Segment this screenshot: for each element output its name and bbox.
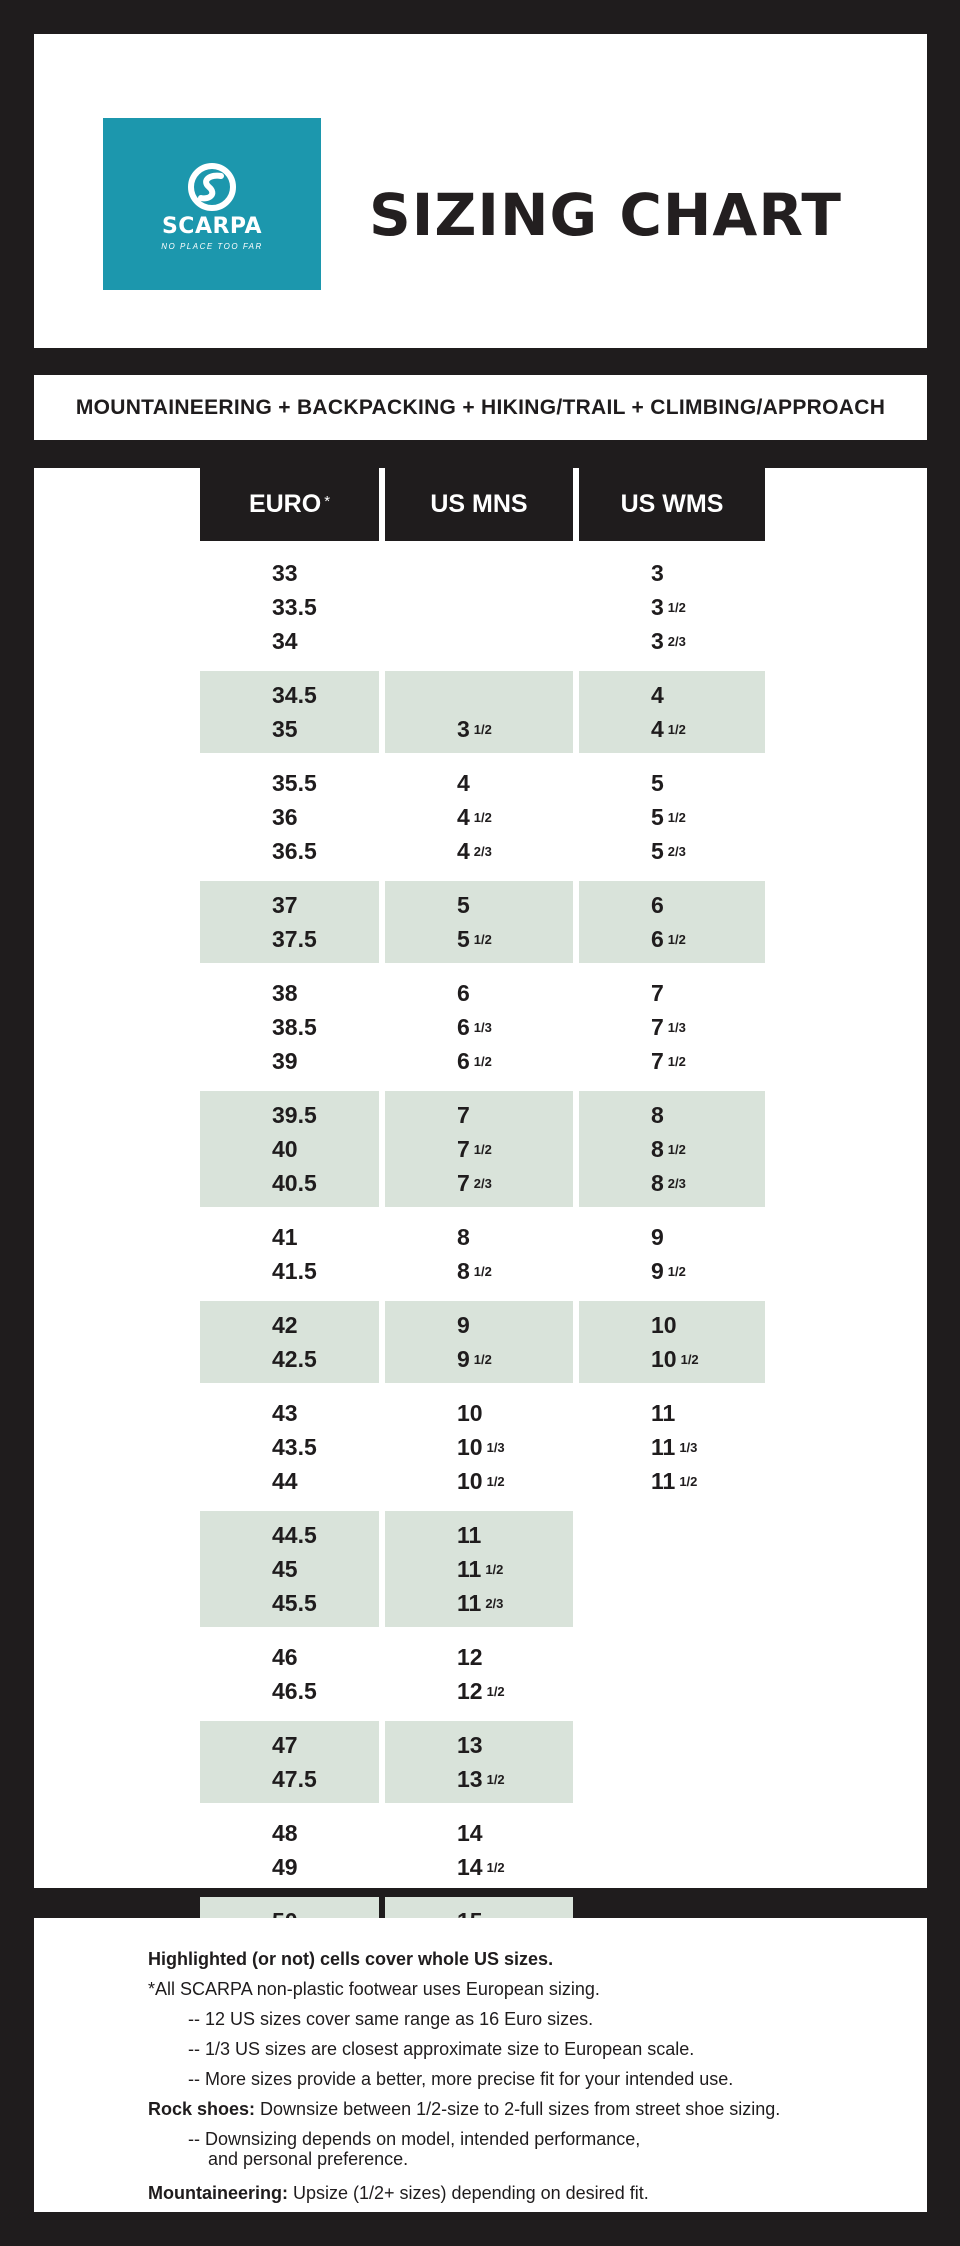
cell-euro [200,1091,379,1207]
wms-size-value [651,624,765,658]
cell-euro [200,759,379,875]
subtitle-panel [34,375,927,440]
wms-size-value [651,1098,765,1132]
mns-whole-size: 11 [457,1590,482,1616]
euro-size-value: 44.5 [272,1522,317,1548]
cell-wms [579,1511,765,1627]
cell-wms [579,1721,765,1803]
mns-whole-size: 13 [457,1732,483,1758]
euro-size-value: 41 [272,1224,298,1250]
cell-mns [385,1511,573,1627]
wms-size-value [651,834,765,868]
mns-size-value [457,1254,573,1288]
mns-size-value [457,1674,573,1708]
header-euro [200,468,379,541]
euro-size-value: 46 [272,1644,298,1670]
mns-whole-size: 4 [457,838,470,864]
wms-size-value [651,766,765,800]
cell-mns [385,1301,573,1383]
euro-size-value: 39.5 [272,1102,317,1128]
mns-fraction: 1/2 [473,1352,492,1367]
mns-whole-size: 11 [457,1522,482,1548]
euro-size-value: 34.5 [272,682,317,708]
mns-size-value [457,1518,573,1552]
mns-size-value [457,1098,573,1132]
mns-fraction: 1/3 [486,1440,505,1455]
cell-wms [579,1809,765,1891]
wms-whole-size: 8 [651,1102,664,1128]
wms-fraction: 1/2 [679,1474,698,1489]
mns-whole-size: 6 [457,1048,470,1074]
header-panel [34,34,927,348]
wms-size-value [651,1464,765,1498]
wms-whole-size: 6 [651,926,664,952]
mns-fraction: 1/2 [473,1054,492,1069]
wms-whole-size: 11 [651,1400,676,1426]
cell-wms [579,671,765,753]
cell-wms [579,1301,765,1383]
mns-whole-size: 9 [457,1346,470,1372]
wms-fraction: 1/3 [667,1020,686,1035]
wms-fraction: 1/2 [667,600,686,615]
cell-wms [579,1091,765,1207]
cell-mns [385,759,573,875]
wms-whole-size: 5 [651,804,664,830]
mns-size-value [457,1728,573,1762]
wms-fraction: 1/2 [667,1054,686,1069]
wms-fraction: 1/2 [667,722,686,737]
mns-size-value [457,1132,573,1166]
wms-size-value [651,678,765,712]
wms-fraction: 1/2 [667,1264,686,1279]
wms-fraction: 1/2 [667,810,686,825]
euro-size-value: 49 [272,1854,298,1880]
mns-whole-size: 4 [457,770,470,796]
wms-whole-size: 10 [651,1346,677,1372]
note-euro: *All SCARPA non-plastic footwear uses European sizing. [148,1979,600,1999]
header-us-wms [579,468,765,541]
cell-euro [200,1721,379,1803]
mns-size-value [457,1816,573,1850]
wms-whole-size: 6 [651,892,664,918]
wms-fraction: 2/3 [667,844,686,859]
wms-whole-size: 4 [651,682,664,708]
euro-size-value: 44 [272,1468,298,1494]
mns-whole-size: 12 [457,1678,483,1704]
mns-whole-size: 7 [457,1170,470,1196]
cell-euro [200,1301,379,1383]
cell-euro [200,1809,379,1891]
mns-fraction: 1/2 [473,1264,492,1279]
mns-fraction: 1/2 [486,1684,505,1699]
mns-size-value [457,976,573,1010]
wms-whole-size: 7 [651,1014,664,1040]
cell-wms [579,759,765,875]
mns-fraction: 1/2 [473,932,492,947]
wms-whole-size: 9 [651,1224,664,1250]
euro-size-value: 46.5 [272,1678,317,1704]
cell-mns [385,671,573,753]
mns-size-value [457,766,573,800]
mns-size-value [457,1308,573,1342]
wms-size-value [651,556,765,590]
note-mountaineering: Mountaineering: Upsize (1/2+ sizes) depending on desired fit. [148,2183,649,2203]
mns-size-value [457,888,573,922]
wms-size-value [651,712,765,746]
euro-size-value: 33 [272,560,298,586]
wms-whole-size: 3 [651,628,664,654]
mns-size-value [457,1586,573,1620]
wms-whole-size: 11 [651,1434,676,1460]
note-highlighted: Highlighted (or not) cells cover whole US sizes. [148,1949,554,1969]
mns-size-value [457,1342,573,1376]
mns-whole-size: 8 [457,1224,470,1250]
cell-mns [385,1091,573,1207]
mns-whole-size: 14 [457,1820,483,1846]
mns-whole-size: 3 [457,716,470,742]
wms-whole-size: 8 [651,1170,664,1196]
mns-size-value [457,800,573,834]
mns-fraction: 1/2 [485,1562,504,1577]
wms-whole-size: 7 [651,1048,664,1074]
cell-euro [200,1213,379,1295]
euro-size-value: 40 [272,1136,298,1162]
cell-wms [579,549,765,665]
mns-fraction: 1/3 [473,1020,492,1035]
wms-size-value [651,1396,765,1430]
euro-size-value: 47.5 [272,1766,317,1792]
euro-size-value: 40.5 [272,1170,317,1196]
euro-size-value: 43.5 [272,1434,317,1460]
mns-whole-size: 10 [457,1400,483,1426]
wms-whole-size: 5 [651,838,664,864]
note-rock-sub-1: -- Downsizing depends on model, intended performance, [188,2129,641,2149]
euro-size-value: 37 [272,892,298,918]
euro-size-value: 43 [272,1400,298,1426]
note-sub-2: -- 1/3 US sizes are closest approximate size to European scale. [188,2039,695,2059]
mns-fraction: 1/2 [473,1142,492,1157]
note-rock-sub-2: and personal preference. [208,2149,409,2169]
cell-mns [385,1389,573,1505]
mns-fraction: 2/3 [473,1176,492,1191]
note-rock-shoes: Rock shoes: Downsize between 1/2-size to 2-full sizes from street shoe sizing. [148,2099,781,2119]
wms-fraction: 2/3 [667,1176,686,1191]
wms-fraction: 1/3 [679,1440,698,1455]
wms-whole-size: 10 [651,1312,677,1338]
wms-fraction: 1/2 [667,1142,686,1157]
mns-whole-size: 11 [457,1556,482,1582]
mns-whole-size: 9 [457,1312,470,1338]
mns-whole-size: 4 [457,804,470,830]
wms-size-value [651,922,765,956]
mns-fraction: 1/2 [486,1772,505,1787]
euro-size-value: 36.5 [272,838,317,864]
wms-size-value [651,1166,765,1200]
euro-size-value: 39 [272,1048,298,1074]
mns-size-value [457,1640,573,1674]
mns-size-value [457,1010,573,1044]
cell-mns [385,1213,573,1295]
wms-size-value [651,800,765,834]
mns-size-value [457,1220,573,1254]
note-sub-3: -- More sizes provide a better, more precise fit for your intended use. [188,2069,734,2089]
mns-size-value [457,1044,573,1078]
mns-whole-size: 7 [457,1102,470,1128]
scarpa-s-icon [187,162,237,212]
wms-size-value [651,590,765,624]
header-euro-asterisk: * [324,493,331,510]
mns-size-value [457,1850,573,1884]
euro-size-value: 45 [272,1556,298,1582]
euro-size-value: 42.5 [272,1346,317,1372]
euro-size-value: 33.5 [272,594,317,620]
wms-whole-size: 4 [651,716,664,742]
wms-fraction: 1/2 [667,932,686,947]
euro-size-value: 38.5 [272,1014,317,1040]
mns-fraction: 2/3 [485,1596,504,1611]
euro-size-value: 42 [272,1312,298,1338]
euro-size-value: 38 [272,980,298,1006]
euro-size-value: 35.5 [272,770,317,796]
sizing-table [34,468,927,1888]
mns-fraction: 1/2 [486,1474,505,1489]
cell-mns [385,1633,573,1715]
wms-whole-size: 8 [651,1136,664,1162]
mns-whole-size: 10 [457,1434,483,1460]
wms-size-value [651,1254,765,1288]
mns-size-value [457,1552,573,1586]
wms-size-value [651,1308,765,1342]
mns-whole-size: 14 [457,1854,483,1880]
wms-whole-size: 7 [651,980,664,1006]
euro-size-value: 45.5 [272,1590,317,1616]
mns-whole-size: 6 [457,1014,470,1040]
mns-whole-size: 6 [457,980,470,1006]
mns-whole-size: 5 [457,892,470,918]
mns-size-value [457,922,573,956]
euro-size-value: 47 [272,1732,298,1758]
wms-size-value [651,1132,765,1166]
activity-subtitle: MOUNTAINEERING + BACKPACKING + HIKING/TRAIL + CLIMBING/APPROACH [75,395,886,419]
logo-tagline: NO PLACE TOO FAR [161,242,263,251]
mns-size-value [457,1430,573,1464]
cell-euro [200,881,379,963]
cell-euro [200,1511,379,1627]
wms-size-value [651,1430,765,1464]
mns-whole-size: 8 [457,1258,470,1284]
mns-size-value [457,834,573,868]
mns-fraction: 1/2 [473,810,492,825]
wms-size-value [651,1342,765,1376]
cell-mns [385,969,573,1085]
euro-size-value: 41.5 [272,1258,317,1284]
logo-brand: SCARPA [161,214,263,239]
mns-fraction: 1/2 [486,1860,505,1875]
cell-wms [579,1213,765,1295]
mns-size-value [457,1762,573,1796]
page-title: SIZING CHART [369,181,842,249]
wms-size-value [651,976,765,1010]
mns-whole-size: 5 [457,926,470,952]
header-us-mns-label: US MNS [430,490,528,518]
scarpa-logo [103,118,321,290]
notes-panel [34,1918,927,2212]
mns-whole-size: 12 [457,1644,483,1670]
wms-whole-size: 3 [651,594,664,620]
wms-whole-size: 5 [651,770,664,796]
mns-size-value [457,1396,573,1430]
euro-size-value: 48 [272,1820,298,1846]
cell-euro [200,1389,379,1505]
wms-whole-size: 3 [651,560,664,586]
header-euro-label: EURO [248,490,322,518]
cell-wms [579,969,765,1085]
mns-whole-size: 13 [457,1766,483,1792]
euro-size-value: 34 [272,628,298,654]
wms-size-value [651,888,765,922]
cell-euro [200,671,379,753]
cell-wms [579,881,765,963]
wms-whole-size: 9 [651,1258,664,1284]
cell-mns [385,881,573,963]
wms-whole-size: 11 [651,1468,676,1494]
mns-whole-size: 7 [457,1136,470,1162]
mns-size-value [457,1464,573,1498]
cell-euro [200,549,379,665]
note-sub-1: -- 12 US sizes cover same range as 16 Euro sizes. [188,2009,594,2029]
cell-wms [579,1633,765,1715]
wms-fraction: 1/2 [680,1352,699,1367]
cell-wms [579,1389,765,1505]
cell-euro [200,969,379,1085]
mns-whole-size: 10 [457,1468,483,1494]
cell-mns [385,549,573,665]
mns-fraction: 2/3 [473,844,492,859]
wms-size-value [651,1010,765,1044]
cell-euro [200,1633,379,1715]
header-us-mns [385,468,573,541]
mns-fraction: 1/2 [473,722,492,737]
euro-size-value: 37.5 [272,926,317,952]
wms-size-value [651,1220,765,1254]
mns-size-value [457,1166,573,1200]
euro-size-value: 36 [272,804,298,830]
cell-mns [385,1721,573,1803]
header-us-wms-label: US WMS [620,490,724,518]
mns-size-value [457,678,573,712]
mns-size-value [457,712,573,746]
wms-size-value [651,1044,765,1078]
euro-size-value: 35 [272,716,298,742]
cell-mns [385,1809,573,1891]
wms-fraction: 2/3 [667,634,686,649]
